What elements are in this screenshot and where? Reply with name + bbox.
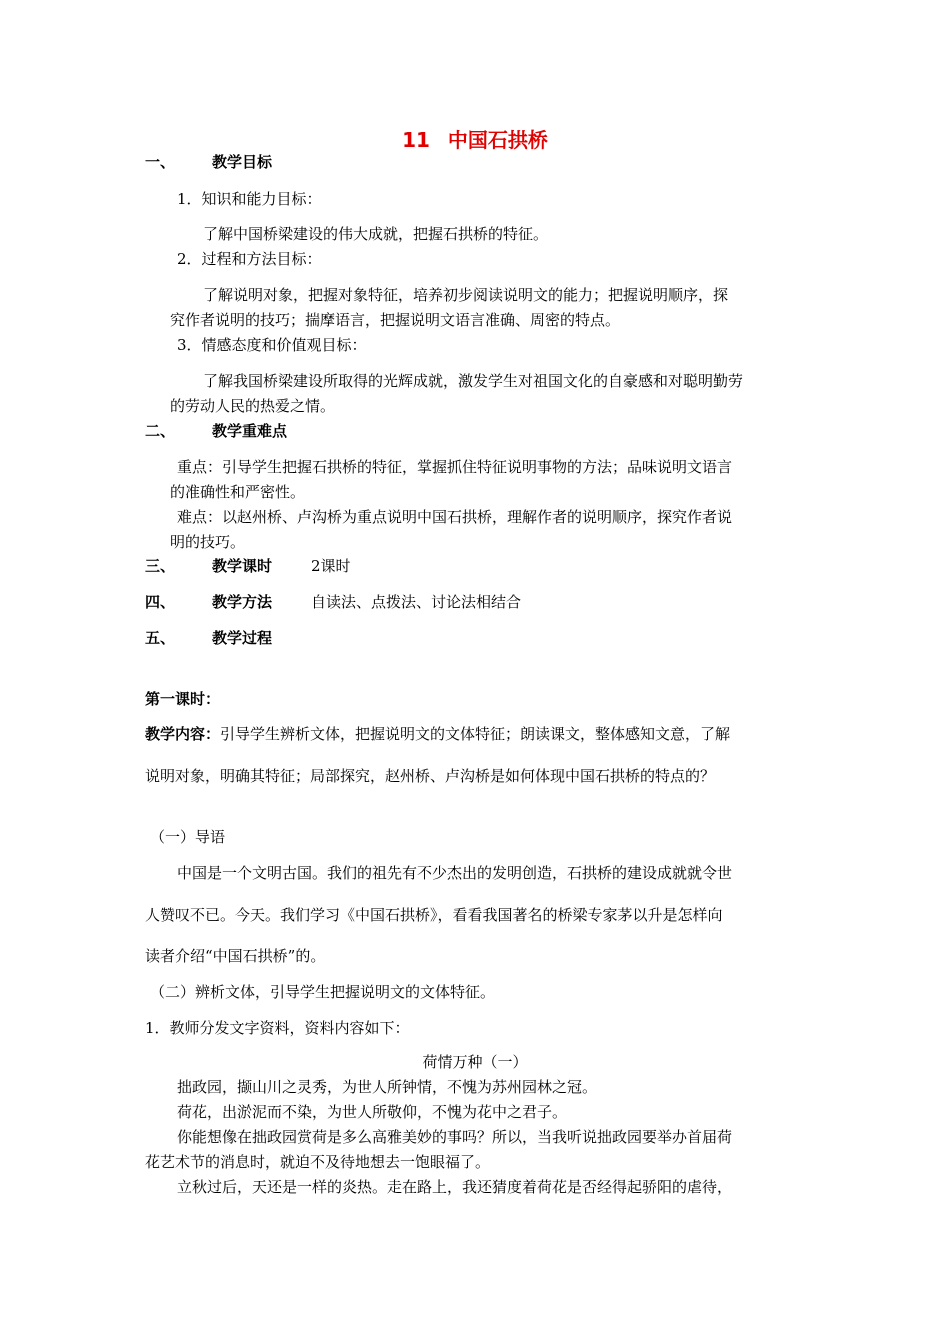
keypoint-line-2: 的准确性和严密性。 xyxy=(170,483,306,501)
section-5-label: 教学过程 xyxy=(212,629,273,647)
goal-2-heading: 2．过程和方法目标： xyxy=(177,250,322,268)
goal-3-line-1: 了解我国桥梁建设所取得的光辉成就，激发学生对祖国文化的自豪感和对聪明勤劳 xyxy=(203,372,744,390)
material-paragraph-3-line-2: 花艺术节的消息时，就迫不及待地想去一饱眼福了。 xyxy=(145,1153,491,1171)
difficulty-line-1: 难点：以赵州桥、卢沟桥为重点说明中国石拱桥，理解作者的说明顺序，探究作者说 xyxy=(177,508,733,526)
material-paragraph-1: 拙政园，撷山川之灵秀，为世人所钟情，不愧为苏州园林之冠。 xyxy=(177,1078,598,1096)
document-title xyxy=(0,124,950,153)
lesson-number: 11 xyxy=(402,128,430,152)
goal-1-text: 了解中国桥梁建设的伟大成就，把握石拱桥的特征。 xyxy=(203,225,549,243)
analyze-heading: （二）辨析文体，引导学生把握说明文的文体特征。 xyxy=(150,983,496,1001)
intro-line-1: 中国是一个文明古国。我们的祖先有不少杰出的发明创造，石拱桥的建设成就就令世 xyxy=(177,864,733,882)
section-4-value: 自读法、点拨法、讨论法相结合 xyxy=(311,593,522,611)
content-label: 教学内容： xyxy=(145,725,221,743)
keypoint-line-1: 重点：引导学生把握石拱桥的特征，掌握抓住特征说明事物的方法；品味说明文语言 xyxy=(177,458,733,476)
section-1-label: 教学目标 xyxy=(212,153,273,171)
section-3-value: 2课时 xyxy=(311,557,351,575)
material-paragraph-3-line-1: 你能想像在拙政园赏荷是多么高雅美妙的事吗？所以，当我听说拙政园要举办首届荷 xyxy=(177,1128,733,1146)
content-line-2: 说明对象，明确其特征；局部探究，赵州桥、卢沟桥是如何体现中国石拱桥的特点的？ xyxy=(145,767,716,785)
goal-2-line-1: 了解说明对象，把握对象特征，培养初步阅读说明文的能力；把握说明顺序，探 xyxy=(203,286,729,304)
material-title: 荷情万种（一） xyxy=(422,1053,528,1071)
goal-1-heading: 1．知识和能力目标： xyxy=(177,190,322,208)
section-4-number: 四、 xyxy=(145,593,176,611)
section-3-label: 教学课时 xyxy=(212,557,273,575)
content-line-1: 引导学生辨析文体，把握说明文的文体特征；朗读课文，整体感知文意，了解 xyxy=(220,725,731,743)
goal-3-line-2: 的劳动人民的热爱之情。 xyxy=(170,397,336,415)
lesson-1-heading: 第一课时： xyxy=(145,690,221,708)
material-paragraph-2: 荷花，出淤泥而不染，为世人所敬仰，不愧为花中之君子。 xyxy=(177,1103,568,1121)
intro-line-3: 读者介绍“中国石拱桥”的。 xyxy=(145,947,326,965)
step-1-text: 1．教师分发文字资料，资料内容如下： xyxy=(145,1019,410,1037)
goal-3-heading: 3．情感态度和价值观目标： xyxy=(177,336,367,354)
section-5-number: 五、 xyxy=(145,629,176,647)
section-2-number: 二、 xyxy=(145,422,176,440)
section-4-label: 教学方法 xyxy=(212,593,273,611)
intro-line-2: 人赞叹不已。今天。我们学习《中国石拱桥》，看看我国著名的桥梁专家茅以升是怎样向 xyxy=(145,906,723,924)
lesson-title: 中国石拱桥 xyxy=(447,128,548,152)
section-1-number: 一、 xyxy=(145,153,176,171)
goal-2-line-2: 究作者说明的技巧；揣摩语言，把握说明文语言准确、周密的特点。 xyxy=(170,311,621,329)
intro-heading: （一）导语 xyxy=(150,828,226,846)
difficulty-line-2: 明的技巧。 xyxy=(170,533,246,551)
section-3-number: 三、 xyxy=(145,557,176,575)
material-paragraph-4-line-1: 立秋过后，天还是一样的炎热。走在路上，我还猜度着荷花是否经得起骄阳的虐待， xyxy=(177,1178,733,1196)
section-2-label: 教学重难点 xyxy=(212,422,288,440)
